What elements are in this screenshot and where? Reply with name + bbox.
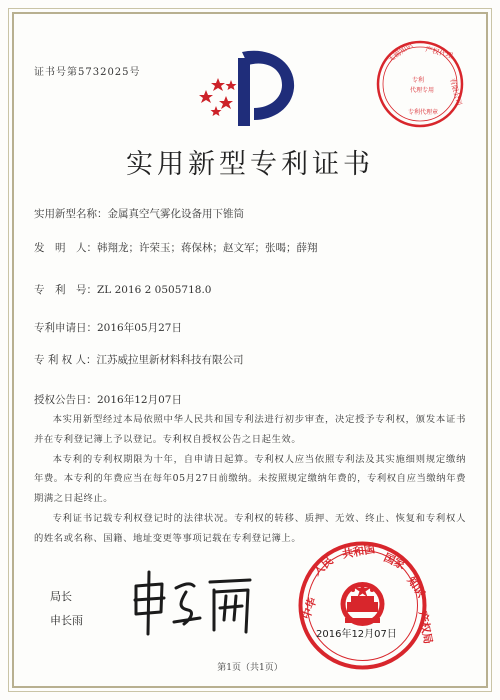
svg-text:人民: 人民 bbox=[310, 554, 336, 579]
utility-model-name: 实用新型名称：金属真空气雾化设备用下锥筒 bbox=[34, 208, 244, 220]
director-signature bbox=[128, 568, 258, 638]
svg-text:产权局: 产权局 bbox=[416, 610, 435, 646]
director-name: 申长雨 bbox=[50, 614, 83, 627]
svg-text:知识: 知识 bbox=[404, 574, 428, 600]
svg-text:产权代理: 产权代理 bbox=[424, 45, 454, 61]
svg-text:中华: 中华 bbox=[299, 595, 320, 622]
patentee: 专 利 权 人：江苏威拉里新材料科技有限公司 bbox=[34, 354, 244, 366]
national-ip-office-seal-icon bbox=[295, 538, 435, 673]
certificate-body bbox=[34, 410, 466, 549]
page-number: 第1页（共1页） bbox=[217, 663, 283, 673]
body-paragraph: 本专利的专利权期限为十年，自申请日起算。专利权人应当依照专利法及其实施细则规定缴纳年费。本专利的年费应当在每年05月27日前缴纳。未按照规定缴纳年费的，专利权自应当缴纳年费期满之日起终止。 bbox=[34, 453, 466, 505]
filing-date: 专利申请日：2016年05月27日 bbox=[34, 322, 182, 334]
issue-date: 2016年12月07日 bbox=[316, 629, 397, 640]
patent-office-emblem-icon bbox=[192, 38, 312, 128]
certificate-number: 证书号第5732025号 bbox=[34, 67, 141, 78]
svg-text:代理专用: 代理专用 bbox=[410, 87, 435, 94]
svg-text:有限公司: 有限公司 bbox=[448, 77, 464, 107]
grant-date: 授权公告日：2016年12月07日 bbox=[34, 394, 182, 406]
inventors: 发 明 人：韩翔龙；许荣玉；蒋保林；赵文军；张喝；薛翔 bbox=[34, 242, 318, 254]
body-paragraph: 本实用新型经过本局依照中华人民共和国专利法进行初步审查，决定授予专利权，颁发本证书并在专利登记簿上予以登记。专利权自授权公告之日起生效。 bbox=[34, 414, 466, 445]
patent-agency-seal-icon bbox=[370, 34, 470, 134]
svg-text:专利: 专利 bbox=[412, 77, 425, 84]
svg-text:无锡知识: 无锡知识 bbox=[386, 41, 415, 64]
director-title: 局长 bbox=[50, 590, 72, 603]
svg-text:国家: 国家 bbox=[381, 550, 408, 573]
certificate-title: 实用新型专利证书 bbox=[126, 149, 374, 180]
body-paragraph: 专利证书记载专利权登记时的法律状况。专利权的转移、质押、无效、终止、恢复和专利权人的姓名或名称、国籍、地址变更等事项记载在专利登记簿上。 bbox=[34, 512, 466, 544]
svg-text:专利代理章: 专利代理章 bbox=[408, 109, 439, 116]
patent-number: 专 利 号：ZL 2016 2 0505718.0 bbox=[34, 284, 212, 296]
svg-text:共和国: 共和国 bbox=[341, 542, 377, 561]
